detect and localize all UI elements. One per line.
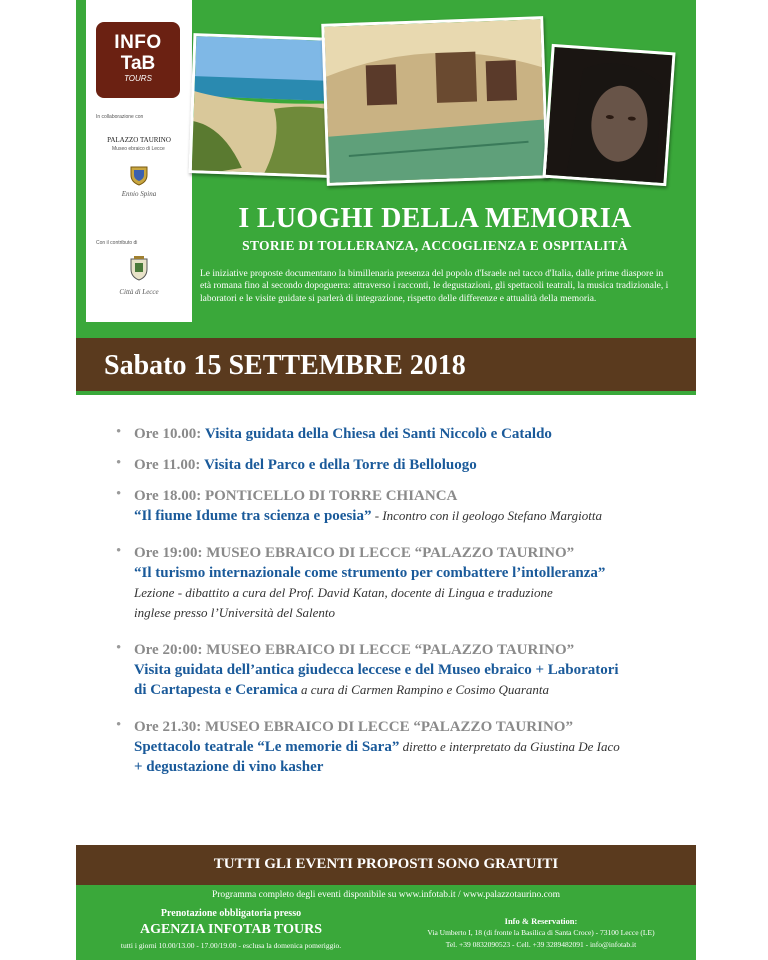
citta-di-lecce-logo: Città di Lecce <box>119 288 159 296</box>
event-item <box>114 486 694 526</box>
event-item <box>114 424 694 444</box>
event-time: Ore 20:00: <box>134 642 203 658</box>
museum-photo <box>321 16 549 186</box>
event-time: Ore 11.00: <box>134 457 201 473</box>
address: Via Umberto I, 18 (di fronte la Basilica di Santa Croce) - 73100 Lecce (LE) <box>427 928 655 937</box>
event-item <box>114 717 694 777</box>
opening-hours: tutti i giorni 10.00/13.00 - 17.00/19.00 - esclusa la domenica pomeriggio. <box>120 941 342 950</box>
city-crest-icon <box>129 255 149 281</box>
event-item <box>114 640 694 700</box>
palazzo-sub: Museo ebraico di Lecce <box>112 146 165 152</box>
info-title: Info & Reservation: <box>504 916 578 926</box>
footer <box>76 885 696 960</box>
event-title: Visita guidata dell’antica giudecca leccese e del Museo ebraico + Laboratori <box>134 662 619 678</box>
ennio-spina-logo: Ennio Spina <box>121 190 157 198</box>
event-note: diretto e interpretato da Giustina De Iaco <box>399 739 620 754</box>
agency-name: AGENZIA INFOTAB TOURS <box>139 922 323 937</box>
event-place: MUSEO EBRAICO DI LECCE “PALAZZO TAURINO” <box>206 545 575 561</box>
collab-label: In collaborazione con <box>96 114 144 120</box>
event-place: MUSEO EBRAICO DI LECCE “PALAZZO TAURINO” <box>206 642 575 658</box>
event-description: inglese presso l’Università del Salento <box>134 605 335 620</box>
event-title: Visita del Parco e della Torre di Belloluogo <box>204 457 477 473</box>
event-title-cont: di Cartapesta e Ceramica <box>134 682 298 698</box>
event-time: Ore 19:00: <box>134 545 203 561</box>
event-item <box>114 455 694 475</box>
event-list <box>114 424 694 777</box>
contrib-label: Con il contributo di <box>96 240 138 246</box>
bullet-icon: • <box>116 640 122 656</box>
contact-info: Tel. +39 0832090523 - Cell. +39 3289482091 - info@infotab.it <box>445 940 637 949</box>
page-title: I LUOGHI DELLA MEMORIA <box>238 203 632 234</box>
booking-label: Prenotazione obbligatoria presso <box>160 908 302 919</box>
event-time: Ore 18.00: <box>134 488 202 504</box>
palazzo-taurino-logo: PALAZZO TAURINO <box>107 136 171 144</box>
event-place: PONTICELLO DI TORRE CHIANCA <box>204 488 458 504</box>
event-item <box>114 543 694 623</box>
crest-icon <box>128 164 150 186</box>
infotab-logo <box>96 22 180 98</box>
bullet-icon: • <box>116 424 122 440</box>
event-date: Sabato 15 SETTEMBRE 2018 <box>104 350 466 381</box>
free-events-text: TUTTI GLI EVENTI PROPOSTI SONO GRATUITI <box>213 856 559 872</box>
bullet-icon: • <box>116 717 122 733</box>
event-note: a cura di Carmen Rampino e Cosimo Quaranta <box>297 682 550 697</box>
event-description: Lezione - dibattito a cura del Prof. David Katan, docente di Lingua e traduzione <box>134 585 553 600</box>
bullet-icon: • <box>116 543 122 559</box>
sponsor-card <box>86 0 192 322</box>
event-title: Visita guidata della Chiesa dei Santi Niccolò e Cataldo <box>204 426 552 442</box>
event-title: “Il turismo internazionale come strumento per combattere l’intolleranza” <box>134 565 606 581</box>
event-time: Ore 21.30: <box>134 719 202 735</box>
logo-text-tab: TaB <box>120 53 156 74</box>
free-events-banner <box>76 845 696 885</box>
event-title-cont: + degustazione di vino kasher <box>134 759 324 775</box>
bullet-icon: • <box>116 486 122 502</box>
bullet-icon: • <box>116 455 122 471</box>
logo-text-info: INFO <box>114 32 162 53</box>
intro-paragraph: Le iniziative proposte documentano la bimillenaria presenza del popolo d'Israele nel tacco d'Italia, dalle prime diaspore in età romana fino al secondo dopoguerra: attraverso i racconti, le degustazioni, gli spettacoli teatrali, la musica tradizionale, i laboratori e le visite guidate si parlerà di integrazione, rispetto delle differenze e attualità della memoria. <box>200 269 669 304</box>
event-note: - Incontro con il geologo Stefano Margiotta <box>371 508 602 523</box>
event-time: Ore 10.00: <box>134 426 202 442</box>
date-underline <box>76 391 696 395</box>
event-title: “Il fiume Idume tra scienza e poesia” <box>134 508 372 524</box>
page-subtitle: STORIE DI TOLLERANZA, ACCOGLIENZA E OSPITALITÀ <box>242 238 628 253</box>
portrait-photo <box>542 44 675 186</box>
program-link-text: Programma completo degli eventi disponibile su www.infotab.it / www.palazzotaurino.com <box>211 890 561 900</box>
event-place: MUSEO EBRAICO DI LECCE “PALAZZO TAURINO” <box>204 719 573 735</box>
event-title: Spettacolo teatrale “Le memorie di Sara” <box>134 739 400 755</box>
logo-text-tours: TOURS <box>124 74 152 83</box>
date-banner <box>76 338 696 391</box>
